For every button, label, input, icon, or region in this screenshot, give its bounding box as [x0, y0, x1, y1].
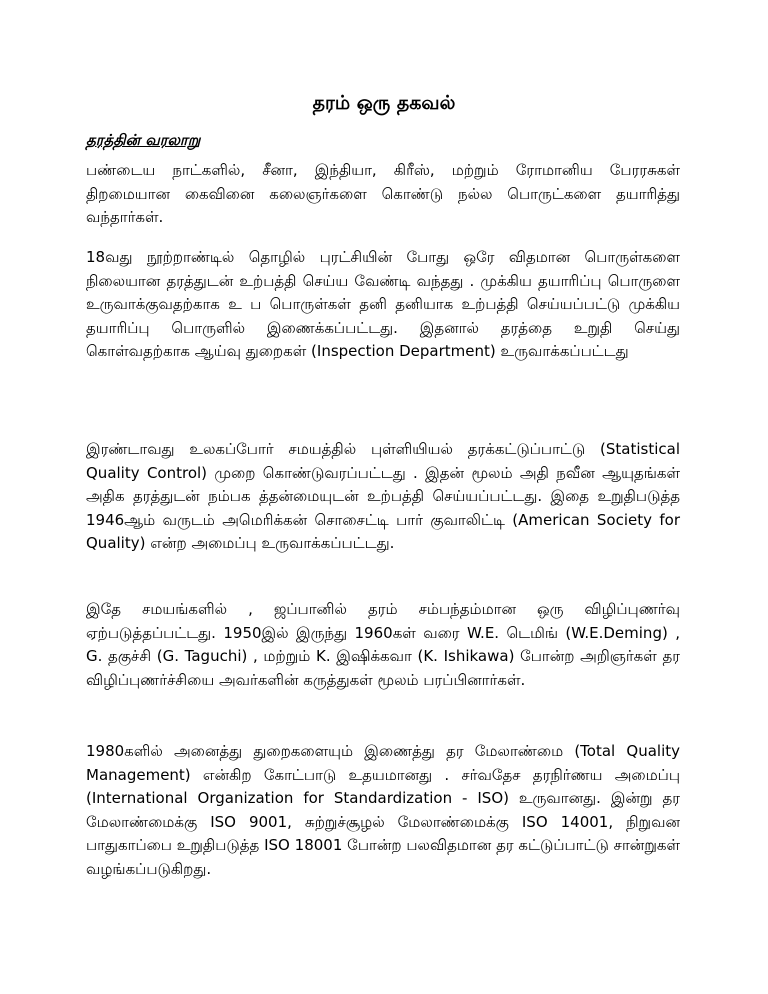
paragraph-ancient-craftsmen: பண்டைய நாட்களில், சீனா, இந்தியா, கிரீஸ், மற்றும் ரோமானிய பேரரசுகள் திறமையான கைவினை கலைஞர்களை கொண்டு நல்ல பொருட்களை தயாரித்து வந்தார்கள். [86, 161, 680, 226]
paragraph-tqm-iso: 1980களில் அனைத்து துறைகளையும் இணைத்து தர மேலாண்மை (Total Quality Management) என்கிற கோட்பாடு உதயமானது . சர்வதேச தரநிர்ணய அமைப்பு (International Organization for Standardization - ISO) உருவானது. இன்று தர மேலாண்மைக்கு ISO 9001, சுற்றுச்சூழல் மேலாண்மைக்கு ISO 14001, நிறுவன பாதுகாப்பை உறுதிபடுத்த ISO 18001 போன்ற பலவிதமான தர கட்டுப்பாட்டு சான்றுகள் வழங்கப்படுகிறது. [86, 742, 680, 878]
paragraph-industrial-revolution: 18வது நூற்றாண்டில் தொழில் புரட்சியின் போது ஒரே விதமான பொருள்களை நிலையான தரத்துடன் உற்பத்தி செய்ய வேண்டி வந்தது . முக்கிய தயாரிப்பு பொருளை உருவாக்குவதற்காக உ ப பொருள்கள் தனி தனியாக உற்பத்தி செய்யப்பட்டு முக்கிய தயாரிப்பு பொருளில் இணைக்கப்பட்டது. இதனால் தரத்தை உறுதி செய்து கொள்வதற்காக ஆய்வு துறைகள் (Inspection Department) உருவாக்கப்பட்டது [86, 248, 680, 360]
section-heading: தரத்தின் வரலாறு [86, 131, 201, 149]
page-title: தரம் ஒரு தகவல் [312, 92, 456, 114]
paragraph-world-war-two: இரண்டாவது உலகப்போர் சமயத்தில் புள்ளியியல் தரக்கட்டுப்பாட்டு (Statistical Quality Control) முறை கொண்டுவரப்பட்டது . இதன் மூலம் அதி நவீன ஆயுதங்கள் அதிக தரத்துடன் நம்பக த்தன்மையுடன் உற்பத்தி செய்யப்பட்டது. இதை உறுதிபடுத்த 1946ஆம் வருடம் அமெரிக்கன் சொசைட்டி பார் குவாலிட்டி (American Society for Quality) என்ற அமைப்பு உருவாக்கப்பட்டது. [86, 440, 680, 552]
paragraph-japan-awareness: இதே சமயங்களில் , ஜப்பானில் தரம் சம்பந்தம்மான ஒரு விழிப்புணர்வு ஏற்படுத்தப்பட்டது. 1950இல் இருந்து 1960கள் வரை W.E. டெமிங் (W.E.Deming) , G. தகுச்சி (G. Taguchi) , மற்றும் K. இஷிக்கவா (K. Ishikawa) போன்ற அறிஞர்கள் தர விழிப்புணர்ச்சியை அவர்களின் கருத்துகள் மூலம் பரப்பினார்கள். [86, 600, 680, 689]
